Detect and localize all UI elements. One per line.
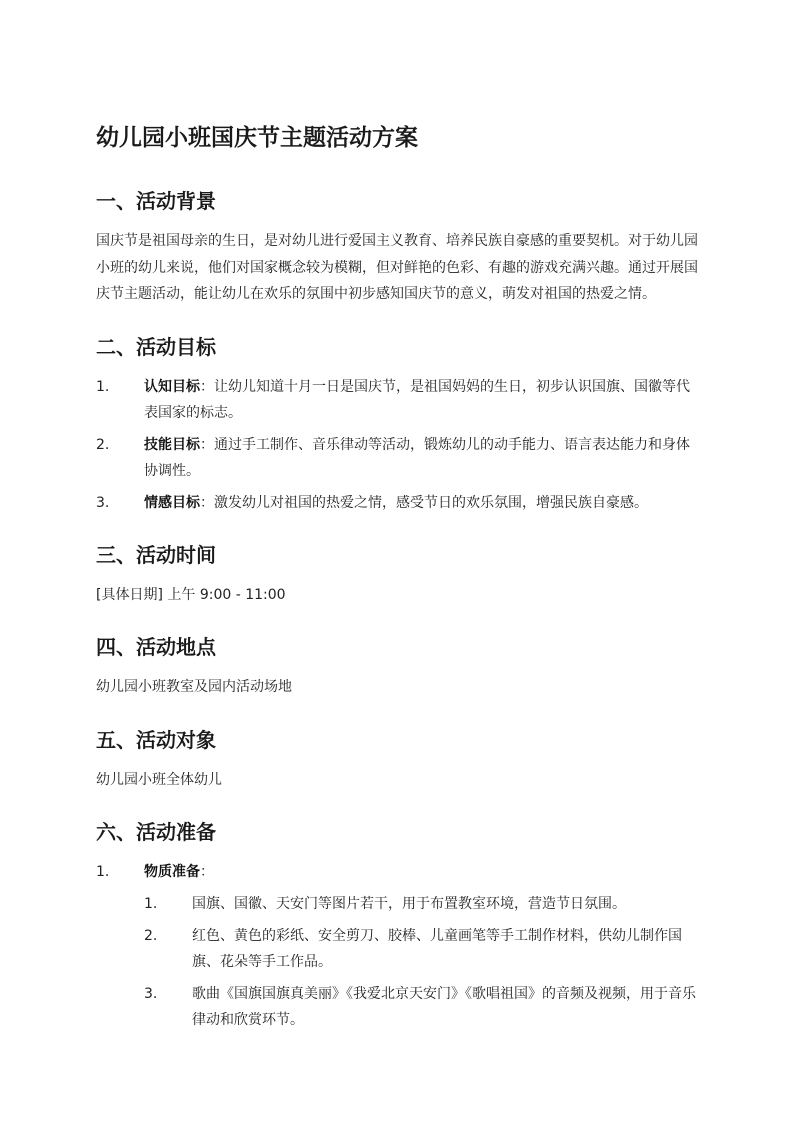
sublist-item-text: 国旗、国徽、天安门等图片若干，用于布置教室环境，营造节日氛围。 (192, 896, 626, 912)
list-number: 3. (96, 494, 110, 511)
list-item-label: 认知目标 (144, 378, 200, 395)
section-goals (96, 330, 700, 516)
list-item-text: 让幼儿知道十月一日是国庆节，是祖国妈妈的生日，初步认识国旗、国徽等代表国家的标志。 (144, 378, 690, 421)
sublist-item (144, 891, 700, 917)
prep-list (96, 859, 700, 1033)
sublist-number: 3. (144, 986, 158, 1002)
section-time (96, 538, 700, 609)
list-item-label: 物质准备 (144, 864, 200, 880)
section-target (96, 723, 700, 794)
section-paragraph: 幼儿园小班教室及园内活动场地 (96, 679, 292, 695)
section-background (96, 184, 700, 308)
sublist-item-text: 歌曲《国旗国旗真美丽》《我爱北京天安门》《歌唱祖国》的音频及视频，用于音乐律动和欣赏环节。 (192, 986, 696, 1028)
list-number: 1. (96, 864, 110, 880)
section-paragraph: [具体日期] 上午 9:00 - 11:00 (96, 586, 286, 603)
sublist-number: 2. (144, 928, 158, 944)
list-item-label: 情感目标 (144, 494, 200, 511)
section-heading: 二、活动目标 (96, 334, 216, 359)
list-item (96, 374, 700, 426)
list-item-text: 通过手工制作、音乐律动等活动，锻炼幼儿的动手能力、语言表达能力和身体协调性。 (144, 436, 690, 479)
list-number: 1. (96, 378, 110, 395)
list-item (96, 432, 700, 484)
sublist-item-text: 红色、黄色的彩纸、安全剪刀、胶棒、儿童画笔等手工制作材料，供幼儿制作国旗、花朵等手工作品。 (192, 928, 682, 970)
list-item-label: 技能目标 (144, 436, 200, 453)
section-paragraph: 国庆节是祖国母亲的生日，是对幼儿进行爱国主义教育、培养民族自豪感的重要契机。对于幼儿园小班的幼儿来说，他们对国家概念较为模糊，但对鲜艳的色彩、有趣的游戏充满兴趣。通过开展国庆节主题活动，能让幼儿在欢乐的氛围中初步感知国庆节的意义，萌发对祖国的热爱之情。 (96, 233, 698, 302)
goals-list (96, 374, 700, 516)
document-page (96, 118, 700, 1055)
section-heading: 六、活动准备 (96, 820, 216, 844)
section-heading: 一、活动背景 (96, 189, 216, 213)
sublist-item (144, 923, 700, 975)
section-preparation (96, 815, 700, 1033)
section-heading: 四、活动地点 (96, 635, 216, 659)
list-item (96, 490, 700, 516)
document-title: 幼儿园小班国庆节主题活动方案 (96, 125, 418, 151)
section-heading: 三、活动时间 (96, 542, 216, 567)
list-item-text: 激发幼儿对祖国的热爱之情，感受节日的欢乐氛围，增强民族自豪感。 (214, 494, 648, 511)
list-item-separator: ： (200, 436, 214, 453)
section-paragraph: 幼儿园小班全体幼儿 (96, 771, 222, 788)
list-item-separator: ： (200, 864, 214, 880)
sublist-number: 1. (144, 896, 158, 912)
section-heading: 五、活动对象 (96, 727, 216, 752)
sublist-item (144, 981, 700, 1033)
list-item-separator: ： (200, 494, 214, 511)
materials-sublist (144, 891, 700, 1033)
list-number: 2. (96, 436, 110, 453)
list-item (96, 859, 700, 1033)
section-place (96, 630, 700, 701)
list-item-separator: ： (200, 378, 214, 395)
